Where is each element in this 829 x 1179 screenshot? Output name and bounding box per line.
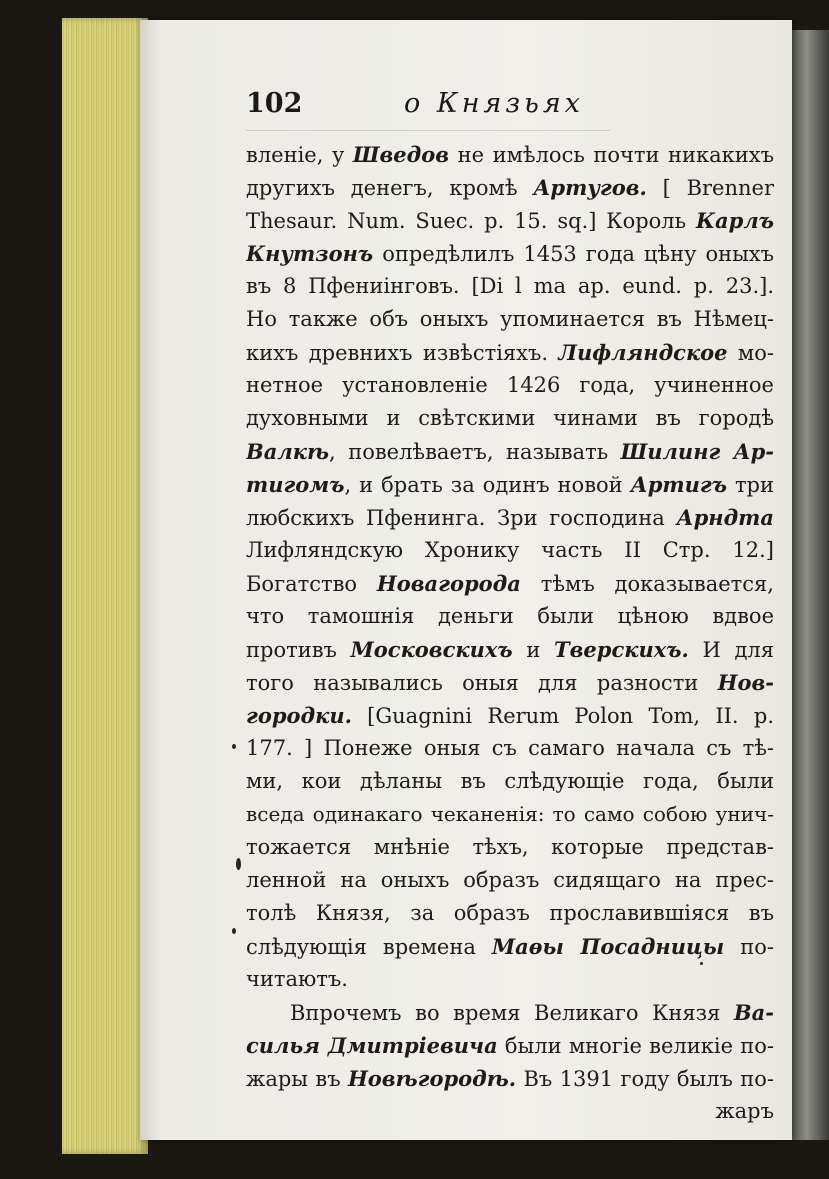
text-run: нетное установленіе 1426 года, учиненное — [246, 373, 774, 397]
italic-name: Арндта — [676, 505, 774, 530]
italic-name: тигомъ — [246, 472, 345, 497]
text-run: духовными и свѣтскими чинами въ городѣ — [246, 406, 774, 430]
text-run: [ Brenner — [646, 176, 774, 200]
text-line — [246, 666, 774, 699]
text-run: , повелѣваетъ, называть — [329, 440, 621, 464]
italic-name: Валкѣ — [246, 439, 329, 464]
facing-page-edge — [792, 30, 829, 1140]
ink-speck — [232, 744, 236, 749]
text-run: что тамошнія деньги были цѣною вдвое — [246, 604, 774, 628]
italic-name: Карлъ — [695, 208, 774, 233]
text-line — [246, 963, 774, 996]
italic-name: Лифляндское — [558, 340, 728, 365]
italic-name: Новѣгородѣ. — [347, 1066, 517, 1091]
text-run: другихъ денегъ, кромѣ — [246, 176, 534, 200]
italic-name: Маѳы Посадницы — [491, 934, 725, 959]
text-line — [246, 732, 774, 765]
italic-name: Тверскихъ. — [553, 637, 689, 662]
text-run: жаръ — [715, 1099, 774, 1123]
text-run: не имѣлось почти никакихъ — [449, 143, 774, 167]
text-run: слѣдующія времена — [246, 935, 492, 959]
italic-name: силья Дмитріевича — [246, 1033, 498, 1058]
text-line — [246, 501, 774, 534]
text-line — [246, 996, 774, 1029]
body-text — [246, 138, 774, 1128]
text-run: того назывались оныя для разности — [246, 671, 718, 695]
ink-speck — [236, 858, 241, 870]
italic-name: Новагорода — [376, 571, 521, 596]
text-run: три — [726, 473, 774, 497]
text-line — [246, 633, 774, 666]
text-run: Thesaur. Num. Suec. p. 15. sq.] Король — [246, 209, 696, 233]
text-run: любскихъ Пфенинга. Зри господина — [246, 506, 677, 530]
italic-name: Московскихъ — [350, 637, 513, 662]
text-run: Лифляндскую Хронику часть II Стр. 12.] — [246, 538, 774, 562]
text-run: [Guagnini Rerum Polon Tom, II. p. — [351, 704, 774, 728]
text-line — [246, 930, 774, 963]
text-line — [246, 699, 774, 732]
text-line — [246, 138, 774, 171]
text-line — [246, 567, 774, 600]
text-run: 177. ] Понеже оныя съ самаго начала съ тѣ- — [246, 736, 774, 760]
text-run: опредѣлилъ 1453 года цѣну оныхъ — [373, 242, 774, 266]
running-head — [246, 88, 626, 128]
ink-speck — [232, 928, 236, 934]
italic-name: городки. — [246, 703, 352, 728]
text-run: Впрочемъ во время Великаго Князя — [290, 1001, 734, 1025]
text-line — [246, 897, 774, 930]
text-line — [246, 303, 774, 336]
text-line — [246, 435, 774, 468]
text-run: ми, кои дѣланы въ слѣдующіе года, были — [246, 769, 774, 793]
italic-name: Шилинг Ар- — [620, 439, 774, 464]
text-run: и — [512, 638, 554, 662]
text-line — [246, 1095, 774, 1128]
text-run: вседа одинакаго чеканенія: то само собою унич- — [246, 802, 774, 826]
text-run: въ 8 Пфениінговъ. [Di l ma ap. eund. p. 23.]. — [246, 274, 774, 298]
text-line — [246, 534, 774, 567]
text-line — [246, 1062, 774, 1095]
italic-name: Артигъ — [630, 472, 727, 497]
text-run: толѣ Князя, за образъ прославившіяся въ — [246, 901, 774, 925]
page-edges — [62, 18, 148, 1154]
text-line — [246, 1029, 774, 1062]
text-line — [246, 600, 774, 633]
italic-name: Ва- — [733, 1000, 774, 1025]
text-run: мо- — [727, 341, 774, 365]
text-line — [246, 798, 774, 831]
text-line — [246, 864, 774, 897]
text-run: Въ 1391 году былъ по- — [516, 1067, 774, 1091]
text-line — [246, 171, 774, 204]
header-rule — [246, 130, 610, 131]
text-line — [246, 831, 774, 864]
italic-name: Кнутзонъ — [246, 241, 374, 266]
text-run: читаютъ. — [246, 967, 348, 991]
text-line — [246, 237, 774, 270]
text-run: были многіе великіе по- — [497, 1034, 774, 1058]
text-line — [246, 204, 774, 237]
text-run: противъ — [246, 638, 351, 662]
text-run: Богатство — [246, 572, 377, 596]
text-line — [246, 402, 774, 435]
text-run: кихъ древнихъ извѣстіяхъ. — [246, 341, 559, 365]
text-line — [246, 468, 774, 501]
ink-speck — [700, 962, 703, 965]
text-run: по- — [724, 935, 774, 959]
italic-name: Артугов. — [533, 175, 647, 200]
text-run: тѣмъ доказывается, — [520, 572, 774, 596]
text-line — [246, 369, 774, 402]
text-run: ленной на оныхъ образъ сидящаго на прес- — [246, 868, 774, 892]
text-run: Но также объ оныхъ упоминается въ Нѣмец- — [246, 307, 774, 331]
text-line — [246, 336, 774, 369]
text-line — [246, 765, 774, 798]
text-run: И для — [688, 638, 774, 662]
text-run: вленіе, у — [246, 143, 353, 167]
italic-name: Нов- — [717, 670, 774, 695]
italic-name: Шведов — [352, 142, 450, 167]
page-title: о Князьях — [404, 88, 584, 119]
text-run: тожается мнѣніе тѣхъ, которые представ- — [246, 835, 774, 859]
text-run: жары въ — [246, 1067, 348, 1091]
text-line — [246, 270, 774, 303]
text-run: , и брать за одинъ новой — [344, 473, 631, 497]
page-number: 102 — [246, 88, 303, 119]
